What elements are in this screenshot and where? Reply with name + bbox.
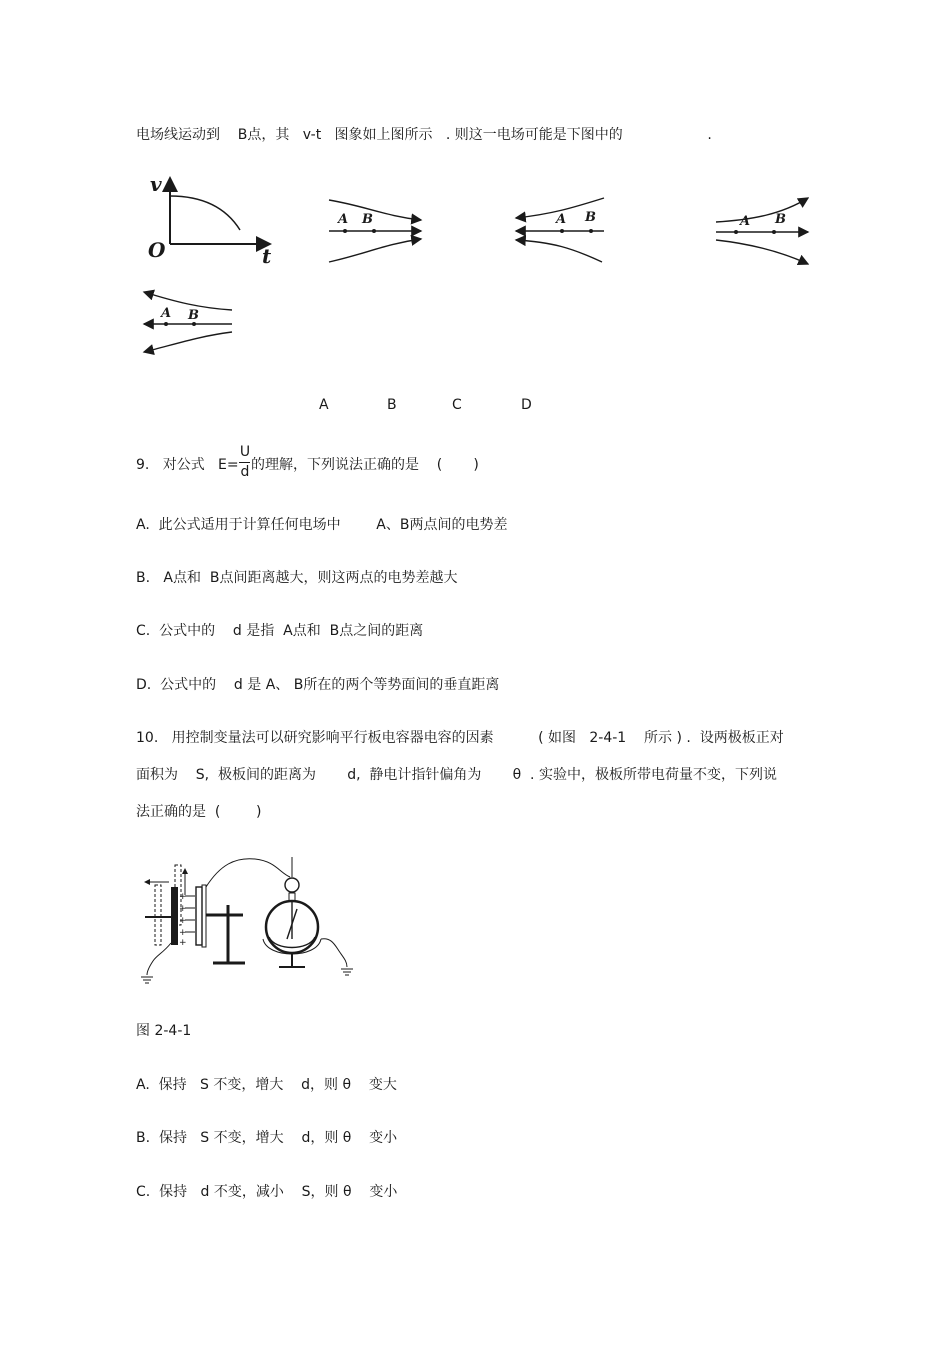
- point-b-label: B: [775, 212, 786, 227]
- q9-option-d: D. 公式中的 d 是 A、 B所在的两个等势面间的垂直距离: [136, 677, 500, 693]
- choice-label-d: D: [521, 397, 532, 413]
- point-a-label: A: [740, 214, 751, 229]
- q10-option-b: B. 保持 S 不变，增大 d，则 θ 变小: [136, 1130, 398, 1146]
- q9-option-c: C. 公式中的 d 是指 A点和 B点之间的距离: [136, 623, 424, 639]
- field-diagram-a: [325, 192, 430, 267]
- t-axis-label: t: [262, 244, 272, 268]
- svg-text:+: +: [179, 928, 187, 938]
- q9-fraction-denominator: d: [240, 464, 250, 480]
- q9-fraction-bar: [239, 462, 250, 463]
- q10-option-a: A. 保持 S 不变，增大 d，则 θ 变大: [136, 1077, 397, 1093]
- q9-stem-prefix: 9. 对公式 E=: [136, 457, 239, 473]
- choice-label-a: A: [319, 397, 329, 413]
- v-axis-label: v: [150, 172, 162, 196]
- choice-label-c: C: [452, 397, 462, 413]
- origin-label: O: [148, 238, 166, 262]
- svg-text:+: +: [179, 916, 187, 926]
- point-b-label: B: [188, 308, 199, 323]
- question-intro-line: 电场线运动到 B点，其 v-t 图象如上图所示 . 则这一电场可能是下图中的 .: [136, 127, 712, 143]
- q10-stem-line-1: 10. 用控制变量法可以研究影响平行板电容器电容的因素 ( 如图 2-4-1 所示 ) . 设两极板正对: [136, 730, 784, 746]
- choice-label-b: B: [387, 397, 397, 413]
- point-a-label: A: [338, 212, 349, 227]
- q9-option-a: A. 此公式适用于计算任何电场中 A、B两点间的电势差: [136, 517, 508, 533]
- q10-stem-line-2: 面积为 S, 极板间的距离为 d, 静电计指针偏角为 θ . 实验中，极板所带电荷量不变，下列说: [136, 767, 777, 783]
- svg-text:+: +: [179, 938, 187, 948]
- point-a-label: A: [161, 306, 172, 321]
- vt-curve: [170, 196, 240, 230]
- q9-stem-suffix: 的理解，下列说法正确的是 ( ): [251, 457, 479, 473]
- q10-option-c: C. 保持 d 不变，减小 S，则 θ 变小: [136, 1184, 398, 1200]
- q9-option-b: B. A点和 B点间距离越大，则这两点的电势差越大: [136, 570, 458, 586]
- capacitor-electrometer-figure: [135, 855, 360, 990]
- point-a-label: A: [556, 212, 567, 227]
- field-diagram-c: [712, 192, 817, 270]
- q10-stem-line-3: 法正确的是 ( ): [136, 804, 262, 820]
- point-b-label: B: [585, 210, 596, 225]
- point-b-label: B: [362, 212, 373, 227]
- q9-fraction-numerator: U: [239, 444, 251, 460]
- q10-figure-caption: 图 2-4-1: [136, 1023, 192, 1039]
- svg-text:+: +: [179, 892, 187, 902]
- svg-text:+: +: [179, 904, 187, 914]
- field-diagram-b: [512, 192, 612, 267]
